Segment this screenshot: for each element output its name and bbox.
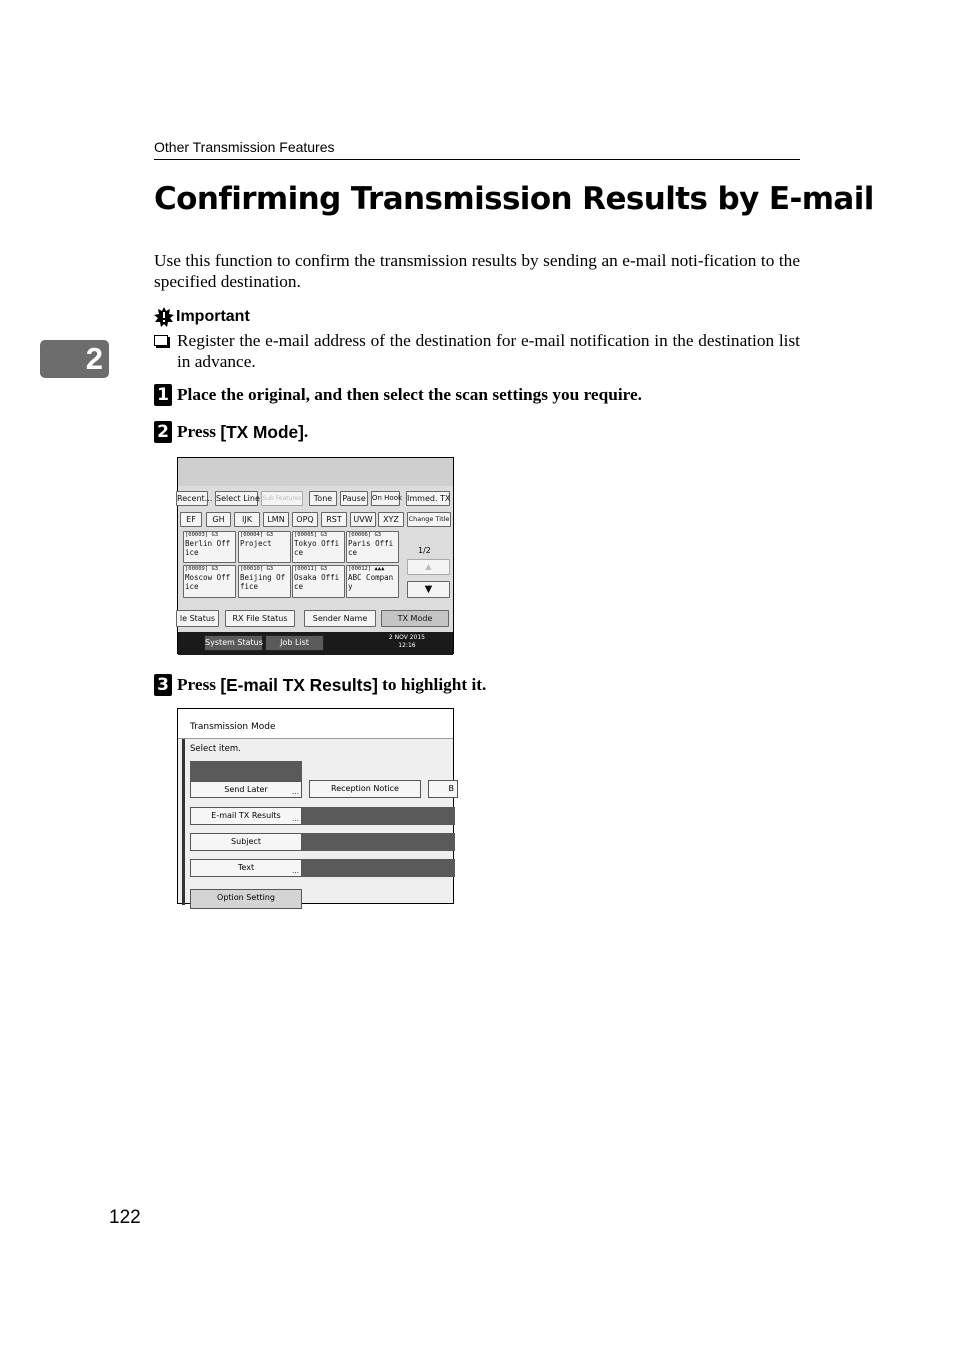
important-heading: [154, 307, 250, 327]
system-status-button[interactable]: System Status: [204, 635, 263, 651]
left-edge-bar: [182, 739, 185, 905]
reception-notice-button[interactable]: Reception Notice: [309, 780, 421, 798]
subject-button[interactable]: Subject: [190, 833, 302, 851]
screen-header-area: [178, 458, 453, 486]
checkbox-icon: [154, 335, 168, 346]
tx-mode-button[interactable]: TX Mode: [381, 610, 449, 627]
screen-title: Transmission Mode: [190, 722, 276, 732]
dest-project[interactable]: [00004] G3 Project: [238, 531, 291, 563]
page-indicator: 1/2: [418, 546, 431, 555]
change-title-button[interactable]: Change Title: [407, 512, 451, 527]
file-status-button[interactable]: le Status: [176, 610, 219, 627]
tone-button[interactable]: Tone: [309, 491, 337, 506]
bullet-text: Register the e-mail address of the destination for e-mail notification in the destination list in advance.: [177, 331, 800, 371]
tab-ef[interactable]: EF: [180, 512, 202, 527]
header-rule: [154, 159, 800, 160]
date-text: 2 NOV 2015: [388, 634, 425, 641]
tab-gh[interactable]: GH: [206, 512, 231, 527]
tab-xyz[interactable]: XYZ: [378, 512, 404, 527]
subject-value-bar: [302, 833, 455, 851]
dest-moscow-office[interactable]: [00009] G3 Moscow Off ice: [183, 565, 236, 598]
on-hook-button[interactable]: On Hook: [371, 491, 400, 506]
time-text: 12:16: [398, 642, 416, 649]
text-value-bar: [302, 859, 455, 877]
dest-beijing-office[interactable]: [00010] G3 Beijing Of fice: [238, 565, 291, 598]
page-title: Confirming Transmission Results by E-mail: [154, 181, 874, 217]
step-suffix: .: [303, 422, 309, 441]
job-list-button[interactable]: Job List: [265, 635, 324, 651]
sub-features-button[interactable]: Sub Features: [261, 491, 303, 506]
scroll-up-button[interactable]: ▲: [407, 559, 450, 575]
step-key: [TX Mode]: [220, 421, 304, 442]
tab-lmn[interactable]: LMN: [263, 512, 289, 527]
send-later-button[interactable]: Send Later …: [190, 781, 302, 798]
rx-file-status-button[interactable]: RX File Status: [225, 610, 295, 627]
step-1: [154, 384, 642, 406]
step-number: 3: [154, 674, 172, 696]
important-icon: [154, 307, 174, 327]
fax-screen-screenshot: [177, 457, 454, 654]
immed-tx-button[interactable]: Immed. TX: [406, 491, 450, 506]
screen-title-bar: [178, 709, 453, 739]
dest-paris-office[interactable]: [00006] G3 Paris Offi ce: [346, 531, 399, 563]
step-number: 1: [154, 384, 172, 406]
recent-button[interactable]: Recent...: [176, 491, 208, 506]
step-text: Place the original, and then select the scan settings you require.: [177, 385, 642, 404]
transmission-mode-screenshot: [177, 708, 454, 904]
dest-tokyo-office[interactable]: [00005] G3 Tokyo Offi ce: [292, 531, 345, 563]
dest-berlin-office[interactable]: [00003] G3 Berlin Off ice: [183, 531, 236, 563]
sender-name-button[interactable]: Sender Name: [304, 610, 376, 627]
step-number: 2: [154, 421, 172, 443]
scroll-down-button[interactable]: ▼: [407, 581, 450, 598]
chapter-tab: 2: [40, 340, 109, 378]
running-header: Other Transmission Features: [154, 139, 335, 155]
page-number: 122: [109, 1207, 141, 1228]
intro-paragraph: Use this function to confirm the transmission results by sending an e-mail noti-fication to the specified destination.: [154, 251, 800, 291]
email-tx-value-bar: [302, 807, 455, 825]
tab-uvw[interactable]: UVW: [350, 512, 376, 527]
step-suffix: to highlight it.: [377, 675, 487, 694]
pause-button[interactable]: Pause: [340, 491, 368, 506]
email-tx-results-button[interactable]: E-mail TX Results …: [190, 807, 302, 825]
text-button[interactable]: Text …: [190, 859, 302, 877]
date-time: [389, 634, 425, 650]
select-line-button[interactable]: Select Line: [215, 491, 258, 506]
tab-opq[interactable]: OPQ: [292, 512, 318, 527]
step-key: [E-mail TX Results]: [220, 674, 378, 695]
select-prompt: Select item.: [190, 744, 241, 754]
step-prefix: Press: [177, 675, 221, 694]
partial-button[interactable]: B: [428, 780, 458, 798]
important-bullet: [154, 330, 800, 372]
step-2: [154, 421, 308, 443]
step-3: [154, 674, 486, 696]
dest-abc-company[interactable]: [00012] ▲▲▲ ABC Compan y: [346, 565, 399, 598]
option-setting-button[interactable]: Option Setting: [190, 889, 302, 909]
tab-rst[interactable]: RST: [321, 512, 347, 527]
important-label: Important: [176, 308, 250, 325]
dark-header-block: [190, 761, 302, 781]
step-prefix: Press: [177, 422, 221, 441]
tab-ijk[interactable]: IJK: [234, 512, 260, 527]
dest-osaka-office[interactable]: [00011] G3 Osaka Offi ce: [292, 565, 345, 598]
